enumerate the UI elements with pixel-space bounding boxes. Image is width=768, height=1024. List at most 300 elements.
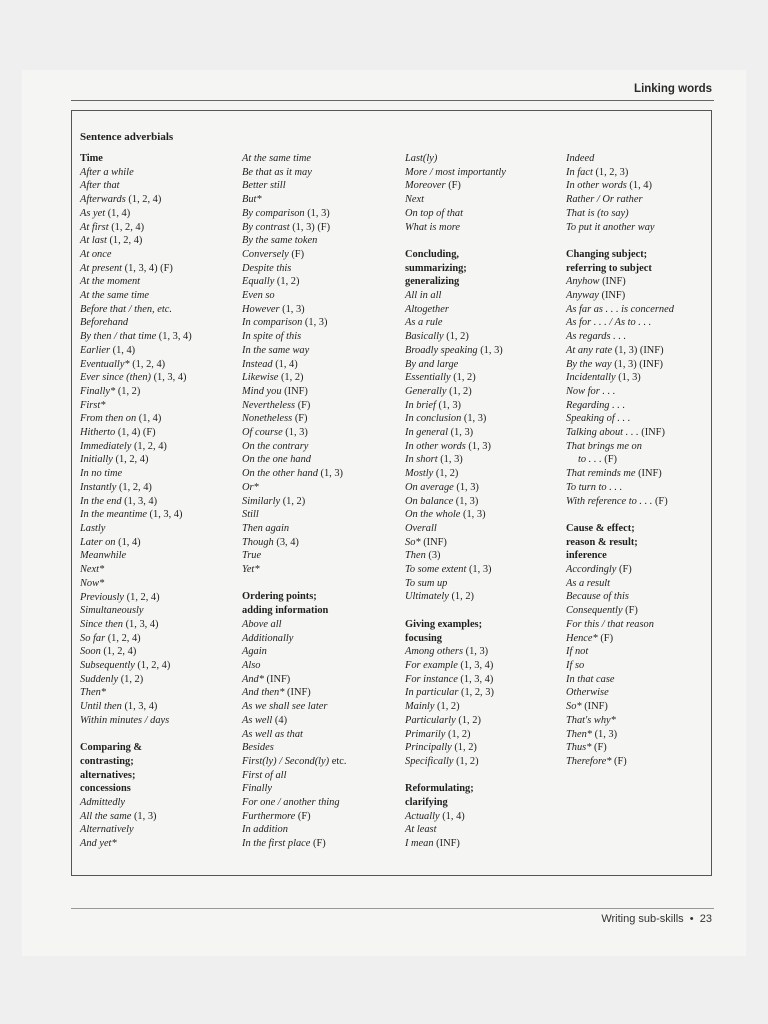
entry xyxy=(242,632,346,646)
entry xyxy=(242,686,346,700)
entry xyxy=(80,179,192,193)
entry xyxy=(80,714,192,728)
entry-note: (INF) xyxy=(281,385,308,397)
entry xyxy=(405,741,506,755)
entry-phrase: Subsequently xyxy=(80,660,135,672)
entry-phrase: After a while xyxy=(80,166,134,178)
entry-phrase: In general xyxy=(405,427,448,439)
entry-note: (F) xyxy=(295,810,311,822)
entry-phrase: In short xyxy=(405,454,438,466)
entry-phrase: At the moment xyxy=(80,276,141,288)
running-header: Linking words xyxy=(634,83,712,95)
entry-phrase: Despite this xyxy=(242,262,292,274)
entry xyxy=(242,371,346,385)
entry-phrase: Altogether xyxy=(405,303,449,315)
entry xyxy=(405,837,506,851)
entry-phrase: Before that / then, etc. xyxy=(80,303,172,315)
group-spacer xyxy=(80,728,192,742)
entry xyxy=(80,508,192,522)
entry xyxy=(566,385,674,399)
entry xyxy=(242,810,346,824)
entry-phrase: Eventually* xyxy=(80,358,130,370)
entry-note: (1, 3) xyxy=(435,399,461,411)
entry xyxy=(242,412,346,426)
entry-note: (1, 2, 4) xyxy=(131,440,167,452)
entry-phrase: On the contrary xyxy=(242,440,309,452)
column-2 xyxy=(242,152,346,851)
entry xyxy=(242,728,346,742)
category-heading: Reformulating; xyxy=(405,783,474,795)
entry-phrase: Anyhow xyxy=(566,276,600,288)
entry-note: (1, 2) xyxy=(280,495,306,507)
entry-phrase: On the whole xyxy=(405,509,461,521)
entry-phrase: That brings me on xyxy=(566,440,642,452)
entry xyxy=(566,577,674,591)
column-4 xyxy=(566,152,674,769)
entry-phrase: Beforehand xyxy=(80,317,129,329)
entry-phrase: First of all xyxy=(242,769,287,781)
entry-phrase: Particularly xyxy=(405,714,456,726)
entry xyxy=(405,481,506,495)
entry-phrase: And yet* xyxy=(80,838,117,850)
entry-note: (1, 4) xyxy=(272,358,298,370)
entry xyxy=(566,714,674,728)
group-spacer xyxy=(566,508,674,522)
entry-note: (INF) xyxy=(599,276,626,288)
entry-note: (F) xyxy=(601,454,617,466)
entry-note: (1, 2) xyxy=(450,372,476,384)
entry-note: (1, 3) xyxy=(317,468,344,480)
entry-note: (1, 3, 4) xyxy=(121,495,158,507)
entry-phrase: Again xyxy=(242,646,267,658)
entry-phrase: I mean xyxy=(405,838,434,850)
entry-phrase: By comparison xyxy=(242,207,305,219)
entry-phrase: Then xyxy=(405,550,426,562)
entry xyxy=(405,399,506,413)
entry-phrase: Besides xyxy=(242,742,274,754)
entry xyxy=(80,700,192,714)
entry-phrase: In comparison xyxy=(242,317,303,329)
entry-phrase: In brief xyxy=(405,399,436,411)
entry-phrase: If so xyxy=(566,659,585,671)
entry xyxy=(405,166,506,180)
entry-note: (1, 3) xyxy=(460,509,486,521)
entry xyxy=(405,522,506,536)
footer-rule xyxy=(71,908,714,909)
entry-phrase: As a rule xyxy=(405,317,443,329)
entry-note: (1, 2, 4) xyxy=(124,591,160,603)
entry-phrase: Moreover xyxy=(405,180,446,192)
entry-phrase: In that case xyxy=(566,673,615,685)
entry-phrase: Next xyxy=(405,194,425,206)
entry xyxy=(242,522,346,536)
entry-note: (1, 3, 4) xyxy=(146,509,183,521)
entry-note: (INF) xyxy=(638,427,665,439)
entry-phrase: Initially xyxy=(80,454,113,466)
category-heading: Cause & effect; xyxy=(566,522,635,534)
category-heading: focusing xyxy=(405,632,442,644)
entry xyxy=(242,549,346,563)
entry xyxy=(566,303,674,317)
entry-phrase: Hitherto xyxy=(80,427,116,439)
entry-note: (1, 2) xyxy=(443,331,469,343)
entry-note: (1, 2, 4) xyxy=(108,221,145,233)
entry-phrase: Then again xyxy=(242,522,290,534)
entry xyxy=(566,440,674,454)
entry-phrase: In fact xyxy=(566,166,593,178)
footer-label: Writing sub-skills xyxy=(601,913,684,925)
entry xyxy=(242,467,346,481)
entry xyxy=(566,741,674,755)
entry xyxy=(80,645,192,659)
group-spacer xyxy=(405,769,506,783)
entry-phrase: Afterwards xyxy=(80,194,126,206)
entry xyxy=(242,536,346,550)
entry xyxy=(405,467,506,481)
entry-note: (F) xyxy=(652,495,668,507)
entry xyxy=(80,385,192,399)
entry xyxy=(80,522,192,536)
entry-phrase: Since then xyxy=(80,618,123,630)
entry-note: (1, 2, 4) xyxy=(105,632,141,644)
entry-phrase: Ultimately xyxy=(405,591,449,603)
entry xyxy=(80,207,192,221)
entry-phrase: Previously xyxy=(80,591,125,603)
entry-phrase: So* xyxy=(566,701,582,713)
entry-note: (1, 2) xyxy=(445,728,471,740)
entry-note: (1, 4) xyxy=(136,413,162,425)
category-heading: contrasting; xyxy=(80,755,134,767)
entry-phrase: Instantly xyxy=(80,481,117,493)
entry-phrase: At the same time xyxy=(80,290,149,302)
entry-note: (1, 2, 4) xyxy=(100,646,137,658)
entry xyxy=(566,673,674,687)
entry-phrase: Principally xyxy=(405,742,452,754)
entry-note: (1, 2) xyxy=(115,385,141,397)
entry-phrase: Essentially xyxy=(405,372,451,384)
entry-phrase: After that xyxy=(80,180,120,192)
entry-phrase: At the same time xyxy=(242,153,311,164)
entry-phrase: Because of this xyxy=(566,591,629,603)
entry-note: (1, 3) xyxy=(477,344,503,356)
entry-phrase: In the meantime xyxy=(80,509,147,521)
entry-phrase: Lastly xyxy=(80,522,106,534)
entry-note: (1, 3) (INF) xyxy=(611,358,663,370)
entry-note: (1, 2, 3) xyxy=(458,687,494,699)
entry-phrase: As a result xyxy=(566,577,611,589)
entry xyxy=(242,316,346,330)
category-heading: Changing subject; xyxy=(566,248,648,260)
entry-note: (F) xyxy=(622,605,638,617)
entry xyxy=(405,810,506,824)
entry-note: (4) xyxy=(272,714,288,726)
entry xyxy=(80,289,192,303)
entry-phrase: Accordingly xyxy=(566,564,617,576)
entry-note: (1, 3, 4) xyxy=(457,673,494,685)
entry-note: (1, 3) xyxy=(615,372,641,384)
entry-note: (1, 3) xyxy=(131,810,157,822)
entry-phrase: Also xyxy=(242,660,261,671)
entry-phrase: Now* xyxy=(80,577,105,589)
entry-phrase: From then on xyxy=(80,413,137,425)
entry-phrase: Mind you xyxy=(242,385,282,397)
entry-note: (1, 3) xyxy=(465,440,491,452)
entry xyxy=(242,426,346,440)
entry xyxy=(405,207,506,221)
entry-phrase: Basically xyxy=(405,331,444,343)
entry xyxy=(80,495,192,509)
entry-note: (1, 2) xyxy=(278,372,304,384)
entry-note: (INF) xyxy=(420,536,447,548)
entry-phrase: Otherwise xyxy=(566,687,609,699)
entry-note: (1, 2, 4) xyxy=(125,194,162,206)
entry-phrase: Of course xyxy=(242,427,283,439)
entry-phrase: Yet* xyxy=(242,564,260,576)
entry xyxy=(242,659,346,673)
entry-note: (1, 2, 3) xyxy=(592,166,629,178)
entry xyxy=(80,549,192,563)
entry xyxy=(80,604,192,618)
entry-phrase: Likewise xyxy=(242,372,279,384)
entry-phrase: That's why* xyxy=(566,714,616,726)
entry-phrase: What is more xyxy=(405,221,461,233)
entry xyxy=(242,399,346,413)
entry xyxy=(566,330,674,344)
entry-phrase: Nonetheless xyxy=(242,413,293,425)
entry xyxy=(566,426,674,440)
entry-note: (1, 3, 4) xyxy=(150,372,187,384)
entry-note: (1, 4) xyxy=(110,344,136,356)
entry xyxy=(242,495,346,509)
entry xyxy=(80,632,192,646)
category-heading: alternatives; xyxy=(80,769,136,781)
entry-phrase: On the other hand xyxy=(242,468,318,480)
entry-phrase: To turn to . . . xyxy=(566,481,623,493)
entry-phrase: On balance xyxy=(405,495,454,507)
entry-note: (1, 3) xyxy=(437,454,463,466)
category-heading: summarizing; xyxy=(405,262,467,274)
entry-phrase: Still xyxy=(242,509,259,521)
entry-note: (F) xyxy=(288,248,305,260)
category-heading: referring to subject xyxy=(566,262,652,274)
entry xyxy=(405,549,506,563)
entry xyxy=(405,426,506,440)
entry xyxy=(405,371,506,385)
entry xyxy=(242,453,346,467)
entry-phrase: Rather / Or rather xyxy=(566,194,643,206)
entry xyxy=(405,179,506,193)
entry-phrase: If not xyxy=(566,646,589,658)
entry-note: (1, 3) xyxy=(463,646,489,658)
entry xyxy=(80,371,192,385)
entry-note: (F) xyxy=(597,632,614,644)
group-spacer xyxy=(242,577,346,591)
entry-phrase: Admittedly xyxy=(80,797,126,809)
entry-phrase: Or* xyxy=(242,481,259,493)
entry-phrase: Meanwhile xyxy=(80,550,127,562)
entry-phrase: Within minutes / days xyxy=(80,714,170,726)
entry-phrase: Primarily xyxy=(405,728,446,740)
entry-note: (1, 2) xyxy=(453,755,479,767)
entry xyxy=(566,221,674,235)
entry-note: (INF) xyxy=(581,701,608,713)
entry xyxy=(242,796,346,810)
entry-phrase: In addition xyxy=(242,824,288,836)
entry xyxy=(242,179,346,193)
entry-phrase: Though xyxy=(242,536,274,548)
entry-phrase: Even so xyxy=(242,290,275,302)
entry-phrase: In the first place xyxy=(242,838,311,850)
entry-phrase: As well xyxy=(242,714,273,726)
entry-note: (INF) xyxy=(263,673,291,685)
entry-note: (1, 3) xyxy=(466,564,492,576)
entry-phrase: Specifically xyxy=(405,755,454,767)
entry-phrase: Speaking of . . . xyxy=(566,413,631,425)
entry-phrase: By the way xyxy=(566,358,612,370)
entry xyxy=(566,358,674,372)
entry-phrase: Nevertheless xyxy=(242,399,296,411)
entry xyxy=(242,481,346,495)
entry xyxy=(242,221,346,235)
entry-phrase: In other words xyxy=(566,180,627,192)
entry-note: (F) xyxy=(445,180,461,192)
entry-phrase: All the same xyxy=(80,810,132,822)
entry-phrase: So far xyxy=(80,632,106,644)
entry xyxy=(405,823,506,837)
entry xyxy=(242,289,346,303)
entry-phrase: For this / that reason xyxy=(566,618,654,630)
entry xyxy=(242,193,346,207)
entry-note: (1, 4) (F) xyxy=(115,427,156,439)
entry xyxy=(242,782,346,796)
entry-phrase: As for . . . / As to . . . xyxy=(566,317,652,329)
entry-phrase: By contrast xyxy=(242,221,290,233)
group-spacer xyxy=(405,234,506,248)
entry-note: (1, 4) xyxy=(115,536,141,548)
entry xyxy=(566,618,674,632)
entry xyxy=(405,453,506,467)
entry xyxy=(80,810,192,824)
entry xyxy=(405,659,506,673)
entry xyxy=(405,440,506,454)
entry xyxy=(80,303,192,317)
entry-phrase: Mainly xyxy=(405,701,435,713)
entry xyxy=(80,412,192,426)
entry-note: etc. xyxy=(329,755,347,767)
entry xyxy=(405,508,506,522)
entry-phrase: to . . . xyxy=(578,454,602,466)
header-rule xyxy=(71,100,714,101)
entry xyxy=(242,248,346,262)
entry xyxy=(566,289,674,303)
entry xyxy=(405,686,506,700)
entry-phrase: As far as . . . is concerned xyxy=(566,303,674,315)
entry xyxy=(566,453,674,467)
entry-note: (1, 2) xyxy=(433,468,459,480)
category-heading: inference xyxy=(566,550,607,562)
entry xyxy=(242,385,346,399)
entry xyxy=(566,166,674,180)
entry-note: (1, 3, 4) xyxy=(123,618,159,630)
entry xyxy=(405,728,506,742)
entry xyxy=(566,495,674,509)
entry xyxy=(566,179,674,193)
entry-note: (1, 3) xyxy=(282,427,308,439)
entry-phrase: However xyxy=(242,303,280,315)
entry xyxy=(80,536,192,550)
entry xyxy=(405,563,506,577)
entry xyxy=(242,262,346,276)
entry-phrase: In the same way xyxy=(242,344,310,356)
entry-phrase: In no time xyxy=(80,468,123,480)
entry-phrase: Ever since (then) xyxy=(80,372,151,384)
entry xyxy=(566,193,674,207)
entry-phrase: Among others xyxy=(405,646,464,658)
entry-note: (3, 4) xyxy=(273,536,299,548)
entry-phrase: As yet xyxy=(80,207,106,219)
entry-phrase: Better still xyxy=(242,180,286,192)
entry xyxy=(242,645,346,659)
entry-note: (1, 2, 4) xyxy=(106,235,143,247)
entry-phrase: First(ly) / Second(ly) xyxy=(242,755,330,767)
entry xyxy=(405,714,506,728)
entry xyxy=(566,344,674,358)
entry xyxy=(566,590,674,604)
category-heading: Comparing & xyxy=(80,742,143,754)
entry-phrase: More / most importantly xyxy=(405,166,506,178)
entry xyxy=(80,344,192,358)
entry-phrase: At first xyxy=(80,221,109,233)
entry xyxy=(242,166,346,180)
entry xyxy=(80,796,192,810)
entry xyxy=(80,673,192,687)
entry-phrase: And* xyxy=(242,673,264,685)
entry-note: (1, 3) xyxy=(591,728,618,740)
entry-phrase: Now for . . . xyxy=(566,385,616,397)
entry xyxy=(242,275,346,289)
entry xyxy=(405,495,506,509)
entry xyxy=(242,234,346,248)
category-heading: concessions xyxy=(80,783,131,795)
entry-note: (1, 2) xyxy=(274,276,300,288)
entry-phrase: That reminds me xyxy=(566,468,636,480)
group-spacer xyxy=(566,234,674,248)
entry-phrase: By and large xyxy=(405,358,459,370)
entry xyxy=(405,289,506,303)
entry-phrase: Equally xyxy=(242,276,275,288)
entry xyxy=(566,399,674,413)
category-heading: Concluding, xyxy=(405,248,459,260)
entry-phrase: Simultaneously xyxy=(80,605,144,617)
column-3 xyxy=(405,152,506,851)
entry xyxy=(405,673,506,687)
entry xyxy=(80,618,192,632)
entry-note: (1, 3) xyxy=(461,413,487,425)
entry-phrase: To sum up xyxy=(405,577,448,589)
entry-phrase: Overall xyxy=(405,522,437,534)
entry-phrase: At present xyxy=(80,262,123,274)
entry xyxy=(80,316,192,330)
entry xyxy=(405,755,506,769)
entry-phrase: In conclusion xyxy=(405,413,462,425)
entry-phrase: That is (to say) xyxy=(566,207,629,219)
entry-phrase: At last xyxy=(80,235,107,247)
entry xyxy=(566,481,674,495)
entry-phrase: Then* xyxy=(566,728,592,740)
entry xyxy=(242,714,346,728)
entry xyxy=(405,412,506,426)
entry-phrase: True xyxy=(242,550,262,562)
